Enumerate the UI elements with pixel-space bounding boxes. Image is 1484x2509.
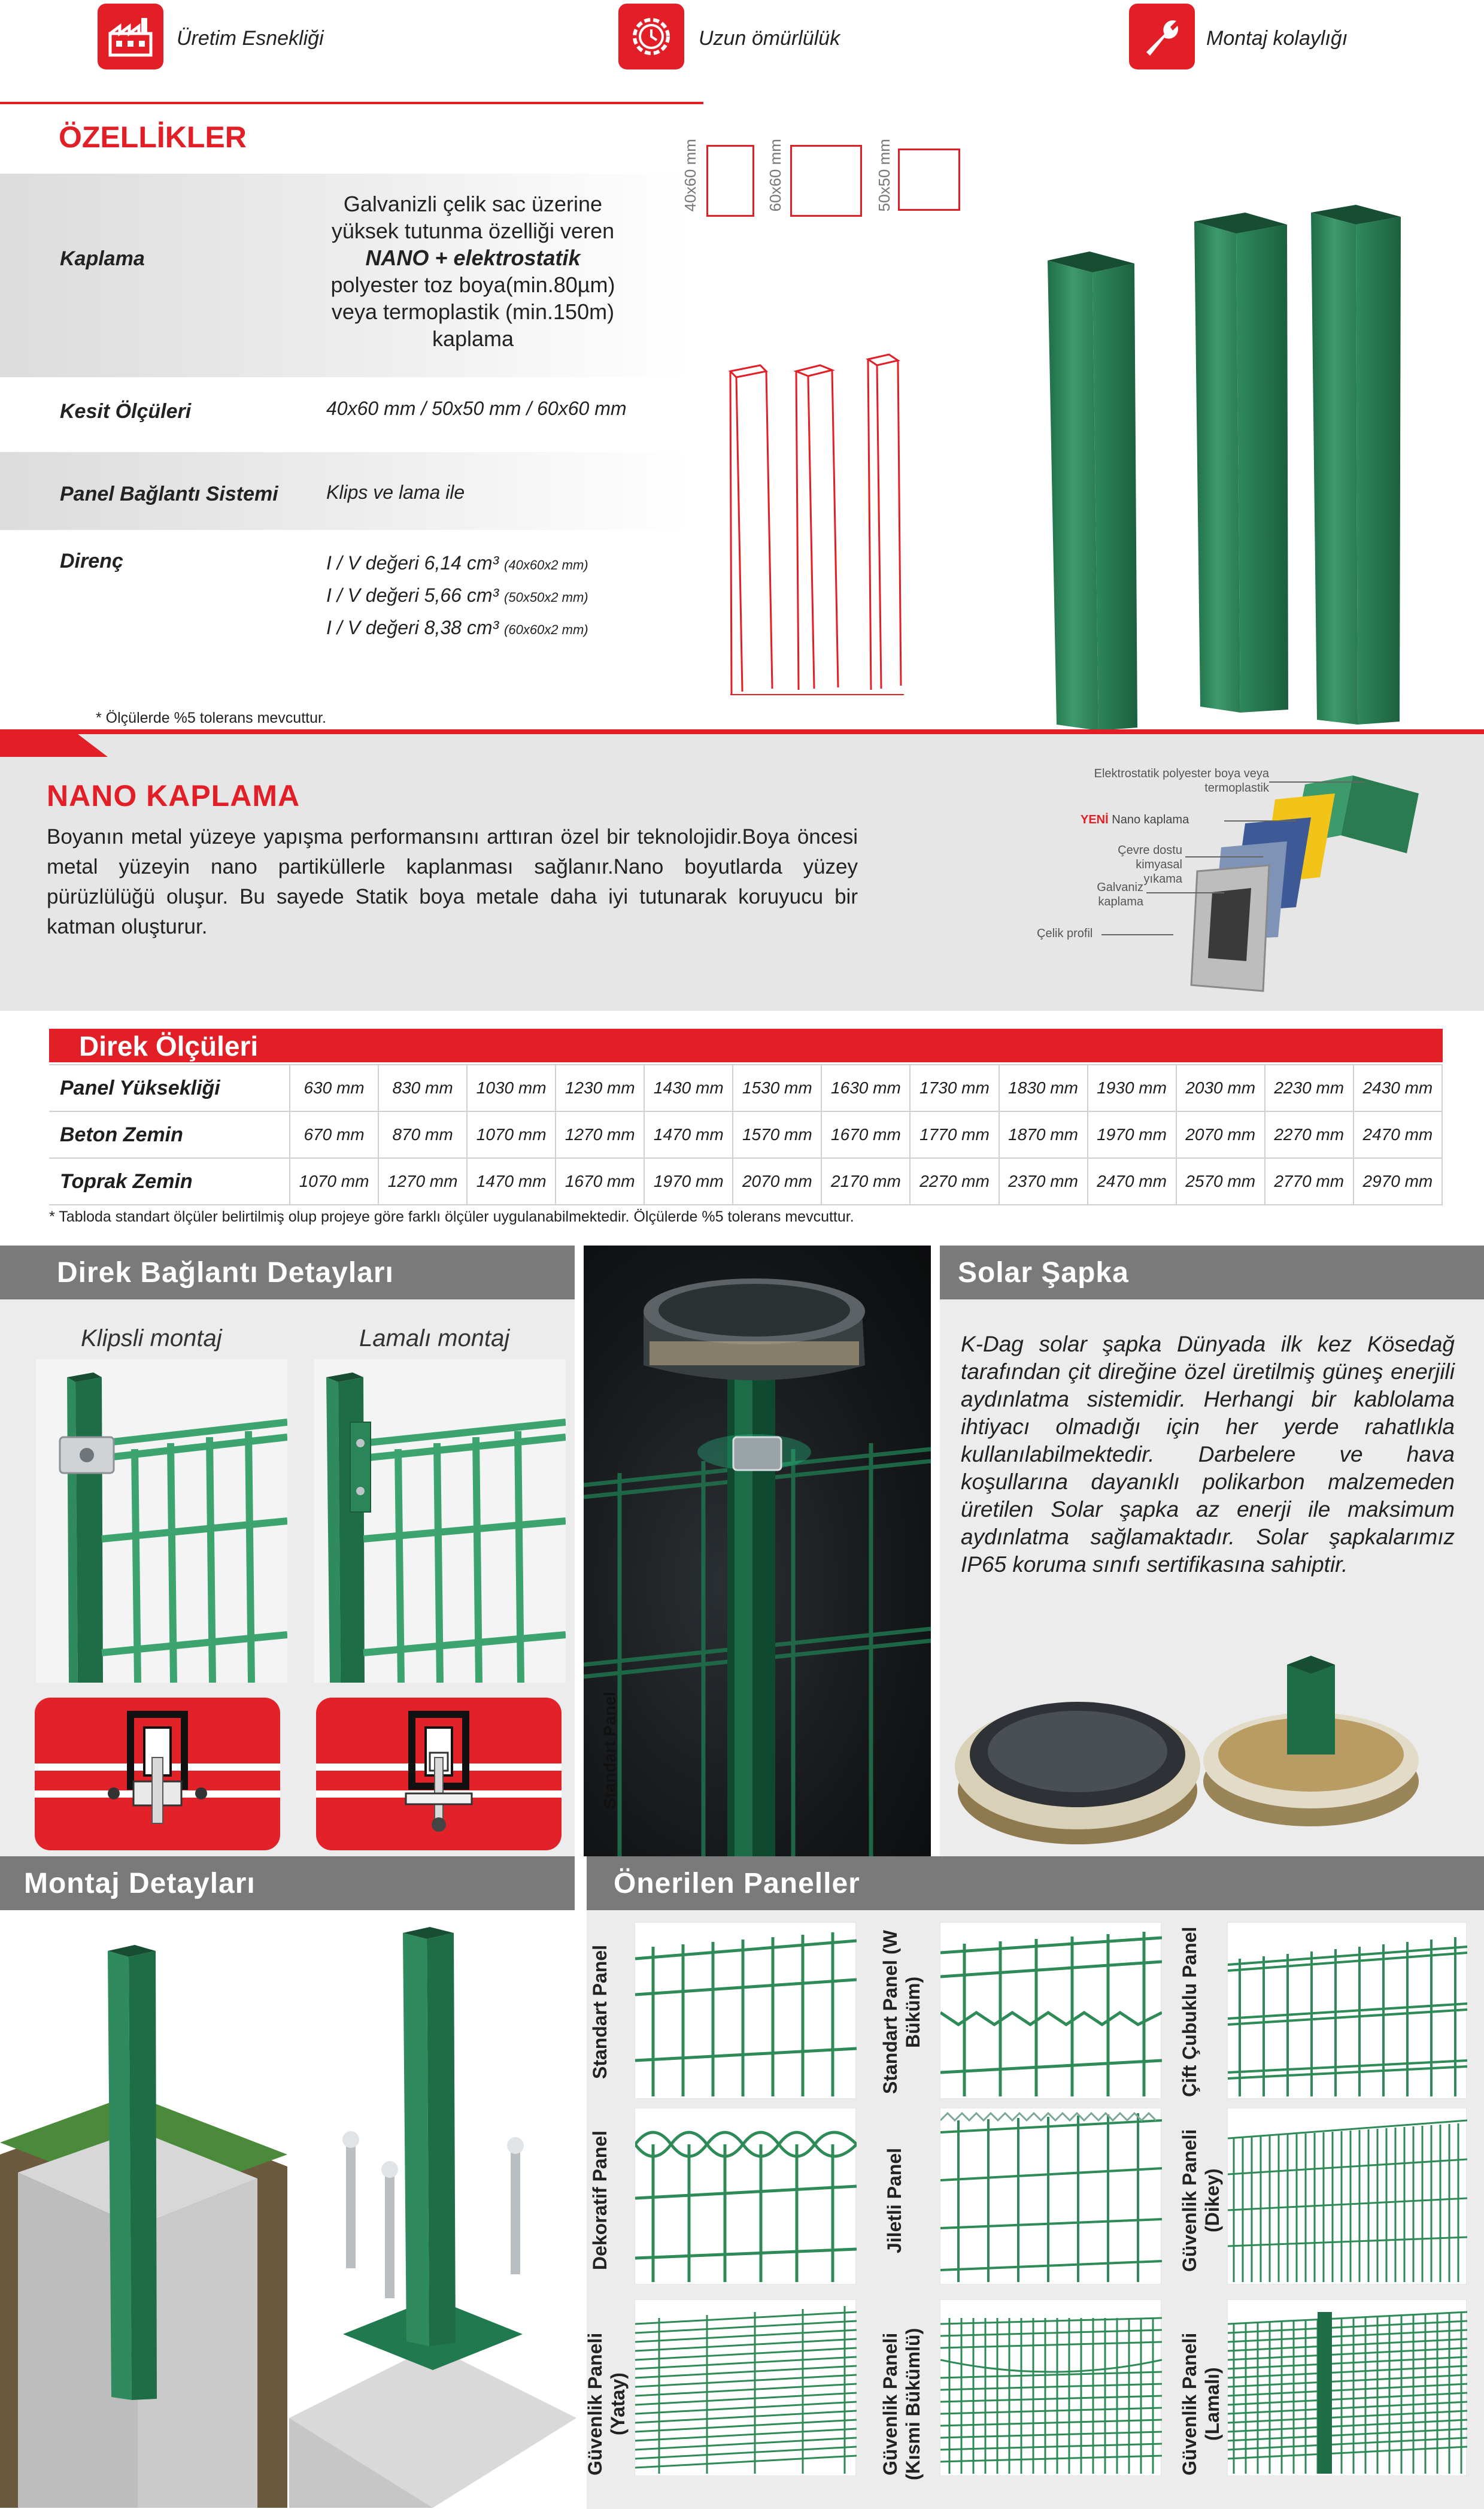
table-cell: 2970 mm — [1353, 1158, 1442, 1205]
table-row — [49, 1065, 1442, 1111]
table-cell: 2570 mm — [1176, 1158, 1265, 1205]
table-cell: 1030 mm — [467, 1065, 556, 1111]
post-dims-title: Direk Ölçüleri — [79, 1031, 259, 1062]
row-label: Toprak Zemin — [49, 1158, 290, 1205]
new-badge: YENİ — [1081, 813, 1109, 826]
panel-image-security-vertical — [1227, 2108, 1467, 2284]
wireframe-posts — [718, 347, 916, 701]
resistance-note: (60x60x2 mm) — [504, 622, 588, 637]
table-cell: 1230 mm — [556, 1065, 644, 1111]
coating-label: Kaplama — [60, 247, 145, 270]
panel-label: Dekoratif Panel — [589, 2131, 611, 2271]
flat-mount-illustration — [314, 1359, 566, 1683]
feature-label-easy-assembly: Montaj kolaylığı — [1206, 27, 1348, 50]
panel-label: Güvenlik Paneli (Dikey) — [1179, 2129, 1223, 2272]
panel-image-decorative — [635, 2108, 856, 2284]
section-outline-40x60 — [706, 145, 754, 217]
table-cell: 2070 mm — [733, 1158, 821, 1205]
panel-conn-value: Klips ve lama ile — [326, 481, 465, 503]
panel-conn-label: Panel Bağlantı Sistemi — [60, 483, 278, 505]
table-cell: 1270 mm — [556, 1111, 644, 1158]
panel-label: Standart Panel (W Büküm) — [879, 1930, 924, 2094]
table-note: * Tabloda standart ölçüler belirtilmiş olup projeye göre farklı ölçüler uygulanabilmektedir. Ölçülerde %5 tolerans mevcuttur. — [49, 1208, 854, 1225]
layer-label-galv: Galvaniz kaplama — [1097, 881, 1143, 908]
dim-label: 40x60 mm — [681, 139, 699, 212]
table-cell: 870 mm — [378, 1111, 467, 1158]
table-cell: 630 mm — [290, 1065, 378, 1111]
green-posts-illustration — [1030, 198, 1413, 737]
layer-leader — [1101, 934, 1173, 935]
resistance-values — [326, 548, 588, 645]
resistance-note: (40x60x2 mm) — [504, 557, 588, 572]
concrete-mount-illustration — [289, 1915, 576, 2508]
panel-image-standard — [635, 1922, 856, 2099]
layer-leader — [1185, 856, 1263, 857]
feature-label-flexibility: Üretim Esnekliği — [177, 27, 324, 50]
panel-image-double-wire — [1227, 1922, 1467, 2099]
table-cell: 2430 mm — [1353, 1065, 1442, 1111]
solar-header — [940, 1246, 1484, 1299]
table-cell: 2170 mm — [821, 1158, 910, 1205]
section-outline-60x60 — [790, 145, 862, 217]
table-cell: 2770 mm — [1265, 1158, 1353, 1205]
panel-image-security-horizontal — [635, 2299, 856, 2476]
table-cell: 1570 mm — [733, 1111, 821, 1158]
coating-text — [311, 190, 635, 352]
dim-label: 60x60 mm — [766, 139, 784, 212]
row-label: Panel Yüksekliği — [49, 1065, 290, 1111]
coating-line: veya termoplastik (min.150m) — [331, 299, 615, 324]
table-cell: 2270 mm — [1265, 1111, 1353, 1158]
table-cell: 1870 mm — [999, 1111, 1088, 1158]
table-cell: 1070 mm — [467, 1111, 556, 1158]
table-cell: 1630 mm — [821, 1065, 910, 1111]
solar-title: Solar Şapka — [958, 1256, 1129, 1289]
wrench-icon — [1129, 4, 1195, 69]
post-dims-table — [49, 1064, 1443, 1205]
coating-line: Galvanizli çelik sac üzerine — [343, 192, 603, 216]
section-dims-value: 40x60 mm / 50x50 mm / 60x60 mm — [326, 398, 627, 419]
nano-red-corner — [0, 721, 144, 757]
table-row — [49, 1111, 1442, 1158]
panel-image-security-flat — [1227, 2299, 1467, 2476]
row-label: Beton Zemin — [49, 1111, 290, 1158]
solar-body: K-Dag solar şapka Dünyada ilk kez Kösedağ tarafından çit direğine özel üretilmiş güneş enerjili aydınlatma sistemidir. Herhangi bir kablolama ihtiyacı olmadığı için her yerde rahatlıkla kullanılabilmektedir. Darbelere ve hava koşullarına dayanıklı polikarbon malzemeden üretilen Solar şapka az enerji ile maksimum aydınlatma sağlamaktadır. Solar şapkalarımız IP65 koruma sınıfı sertifikasına sahiptir. — [961, 1332, 1455, 1577]
feature-label-longevity: Uzun ömürlülük — [699, 27, 840, 50]
table-cell: 1830 mm — [999, 1065, 1088, 1111]
table-cell: 830 mm — [378, 1065, 467, 1111]
mounting-header — [0, 1856, 575, 1910]
table-cell: 1670 mm — [821, 1111, 910, 1158]
connection-title: Direk Bağlantı Detayları — [57, 1256, 394, 1289]
table-cell: 1470 mm — [467, 1158, 556, 1205]
mounting-title: Montaj Detayları — [24, 1867, 256, 1899]
panels-header — [587, 1856, 1484, 1910]
panel-label: Çift Çubuklu Panel — [1179, 1926, 1200, 2098]
coating-line: polyester toz boya(min.80µm) — [330, 272, 615, 297]
resistance-value: I / V değeri 5,66 cm³ — [326, 584, 499, 606]
nano-title: NANO KAPLAMA — [47, 779, 301, 813]
tolerance-note: * Ölçülerde %5 tolerans mevcuttur. — [96, 710, 326, 726]
features-title: ÖZELLİKLER — [59, 120, 247, 154]
layer-label-steel: Çelik profil — [1037, 927, 1093, 940]
table-cell: 2470 mm — [1353, 1111, 1442, 1158]
table-cell: 1970 mm — [644, 1158, 733, 1205]
factory-icon — [98, 4, 163, 69]
layer-label-nano — [1081, 813, 1189, 827]
nano-top-rule — [0, 729, 1484, 734]
panel-label: Güvenlik Paneli (Yatay) — [584, 2332, 629, 2476]
table-cell: 1970 mm — [1088, 1111, 1176, 1158]
panel-label: Jiletli Panel — [884, 2147, 905, 2254]
table-cell: 2270 mm — [910, 1158, 999, 1205]
panel-label: Standart Panel — [589, 1944, 611, 2080]
solar-photo-overlay-label: Standart Panel — [600, 1692, 619, 1810]
table-cell: 1770 mm — [910, 1111, 999, 1158]
table-cell: 2030 mm — [1176, 1065, 1265, 1111]
layer-leader — [1269, 781, 1365, 783]
resistance-value: I / V değeri 6,14 cm³ — [326, 552, 499, 574]
clip-mount-illustration — [36, 1359, 287, 1683]
table-cell: 1670 mm — [556, 1158, 644, 1205]
coating-line: NANO + elektrostatik — [365, 246, 581, 270]
table-cell: 1070 mm — [290, 1158, 378, 1205]
table-cell: 670 mm — [290, 1111, 378, 1158]
nano-body: Boyanın metal yüzeye yapışma performansını arttıran özel bir teknolojidir.Boya öncesi metal yüzeyin nano partiküllerle kaplanması sağlanır.Nano boyutlarda yüzey pürüzlülüğü oluşur. Bu sayede Statik boya metale daha iyi tutunarak koruyucu bir katman oluşturur. — [47, 825, 858, 938]
post-dims-header — [49, 1029, 1443, 1062]
table-cell: 2070 mm — [1176, 1111, 1265, 1158]
resistance-note: (50x50x2 mm) — [504, 590, 588, 605]
panel-image-standard-w — [940, 1922, 1161, 2099]
dim-label: 50x50 mm — [875, 139, 893, 212]
panel-label: Güvenlik Paneli (Kısmi Bükümlü) — [879, 2328, 924, 2481]
section-outline-50x50 — [898, 149, 960, 211]
clip-mount-label: Klipsli montaj — [81, 1325, 222, 1352]
gear-clock-icon — [618, 4, 684, 69]
resistance-value: I / V değeri 8,38 cm³ — [326, 617, 499, 638]
layer-label-chem: Çevre dostu kimyasal yıkama — [1118, 844, 1182, 886]
section-dims-label: Kesit Ölçüleri — [60, 400, 192, 423]
flat-schematic — [316, 1698, 562, 1850]
panel-image-security-partial — [940, 2299, 1161, 2476]
solar-cap-illustration — [952, 1647, 1473, 1868]
table-cell: 2470 mm — [1088, 1158, 1176, 1205]
table-cell: 2370 mm — [999, 1158, 1088, 1205]
table-cell: 1470 mm — [644, 1111, 733, 1158]
connection-header — [0, 1246, 575, 1299]
layer-leader — [1146, 892, 1224, 893]
table-row — [49, 1158, 1442, 1205]
coating-line: kaplama — [432, 326, 514, 351]
panel-image-razor — [940, 2108, 1161, 2284]
clip-schematic — [35, 1698, 280, 1850]
flat-mount-label: Lamalı montaj — [359, 1325, 510, 1352]
features-top-rule — [0, 102, 703, 104]
panels-title: Önerilen Paneller — [614, 1867, 860, 1899]
table-cell: 2230 mm — [1265, 1065, 1353, 1111]
table-cell: 1270 mm — [378, 1158, 467, 1205]
table-cell: 1730 mm — [910, 1065, 999, 1111]
table-cell: 1430 mm — [644, 1065, 733, 1111]
panel-label: Güvenlik Paneli (Lamalı) — [1179, 2332, 1223, 2476]
resistance-label: Direnç — [60, 550, 123, 572]
table-cell: 1530 mm — [733, 1065, 821, 1111]
soil-mount-illustration — [0, 1915, 287, 2508]
layer-leader — [1224, 820, 1296, 822]
solar-photo — [584, 1246, 931, 1856]
coating-line: yüksek tutunma özelliği veren — [331, 219, 615, 243]
layer-label-nano-text: Nano kaplama — [1112, 813, 1189, 826]
table-cell: 1930 mm — [1088, 1065, 1176, 1111]
layer-label-paint: Elektrostatik polyester boya veya termoplastik — [1094, 767, 1269, 795]
